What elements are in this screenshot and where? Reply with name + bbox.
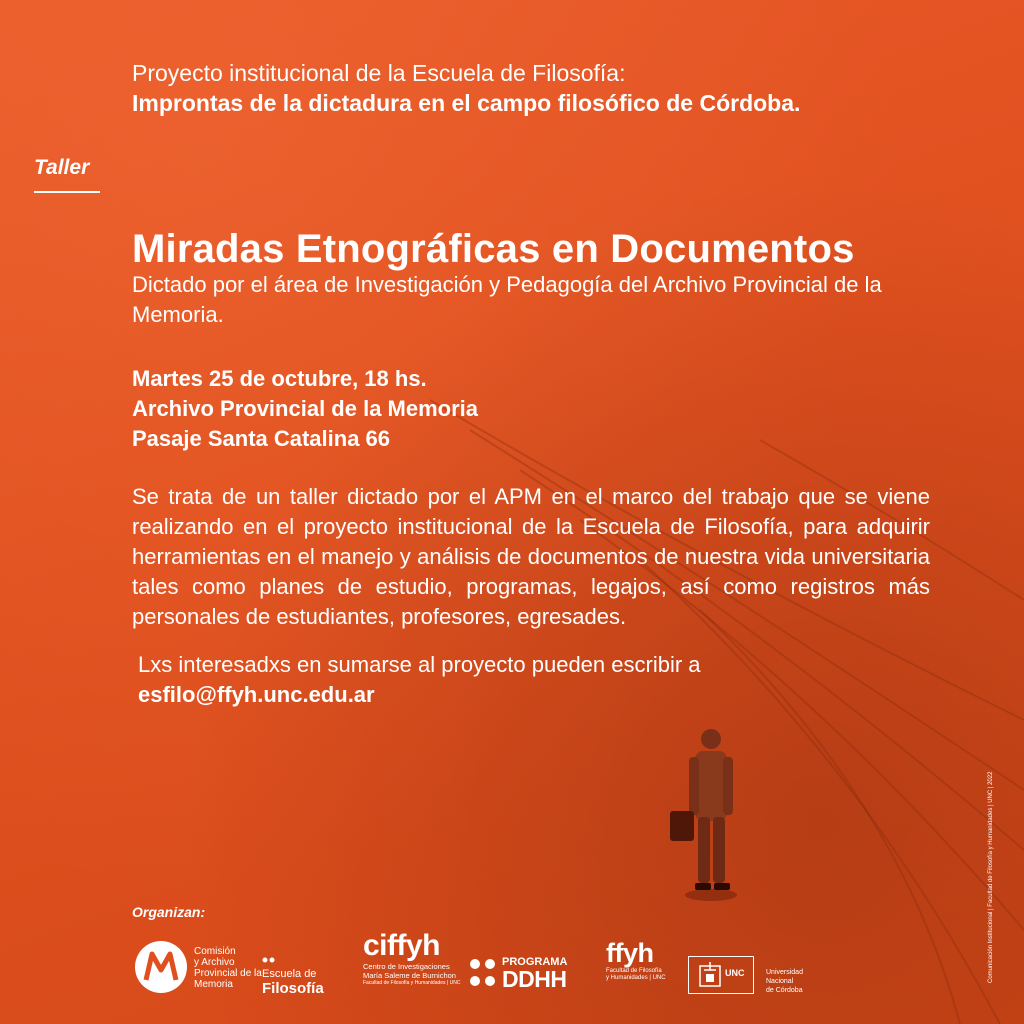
escuela-filosofia-logo: Escuela de Filosofía	[262, 950, 324, 997]
event-address: Pasaje Santa Catalina 66	[132, 426, 391, 451]
event-description: Se trata de un taller dictado por el APM en el marco del trabajo que se viene realizando en el proyecto institucional de la Escuela de Filosofía, para adquirir herramientas en el manejo y análisis de documentos de nuestra vida universitaria tales como planes de estudio, programas, legajos, así como registros más personales de estudiantes, profesores, egresades.	[132, 484, 930, 629]
vertical-credit: Comunicación Institucional | Facultad de Filosofía y Humanidades | UNC | 2022	[988, 771, 994, 983]
taller-label: Taller	[34, 156, 90, 179]
project-label: Proyecto institucional de la Escuela de Filosofía:	[132, 60, 626, 86]
dots-icon	[262, 957, 276, 963]
unc-crest-icon	[695, 960, 725, 990]
event-details	[132, 364, 478, 454]
unc-emblem-box: UNC	[688, 956, 754, 994]
event-place: Archivo Provincial de la Memoria	[132, 396, 479, 421]
event-subtitle: Dictado por el área de Investigación y Pedagogía del Archivo Provincial de la Memoria.	[132, 272, 882, 327]
intro-block	[132, 58, 800, 118]
contact-text: Lxs interesadxs en sumarse al proyecto pueden escribir a	[138, 652, 701, 677]
project-title: Improntas de la dictadura en el campo filosófico de Córdoba.	[132, 90, 801, 116]
contact-email-link[interactable]: esfilo@ffyh.unc.edu.ar	[138, 682, 375, 707]
comision-m-icon	[134, 940, 188, 994]
ddhh-dots-icon	[468, 956, 498, 990]
contact-block	[138, 650, 701, 710]
event-date: Martes 25 de octubre, 18 hs.	[132, 366, 427, 391]
event-title: Miradas Etnográficas en Documentos	[132, 227, 855, 271]
programa-ddhh-logo: PROGRAMA DDHH	[468, 956, 498, 995]
taller-underline	[34, 191, 100, 193]
comision-archivo-logo	[134, 940, 262, 999]
unc-name: Universidad Nacional de Córdoba	[766, 969, 803, 994]
ffyh-logo: ffyh Facultad de Filosofía y Humanidades | UNC	[606, 938, 666, 981]
comision-text: Comisión y Archivo Provincial de la Memoria	[194, 946, 262, 990]
ciffyh-logo: ciffyh Centro de Investigaciones María Saleme de Burnichon Facultad de Filosofía y Humanidades | UNC	[363, 929, 461, 986]
walking-man-figure	[665, 725, 750, 905]
organizers-label: Organizan:	[132, 904, 206, 920]
